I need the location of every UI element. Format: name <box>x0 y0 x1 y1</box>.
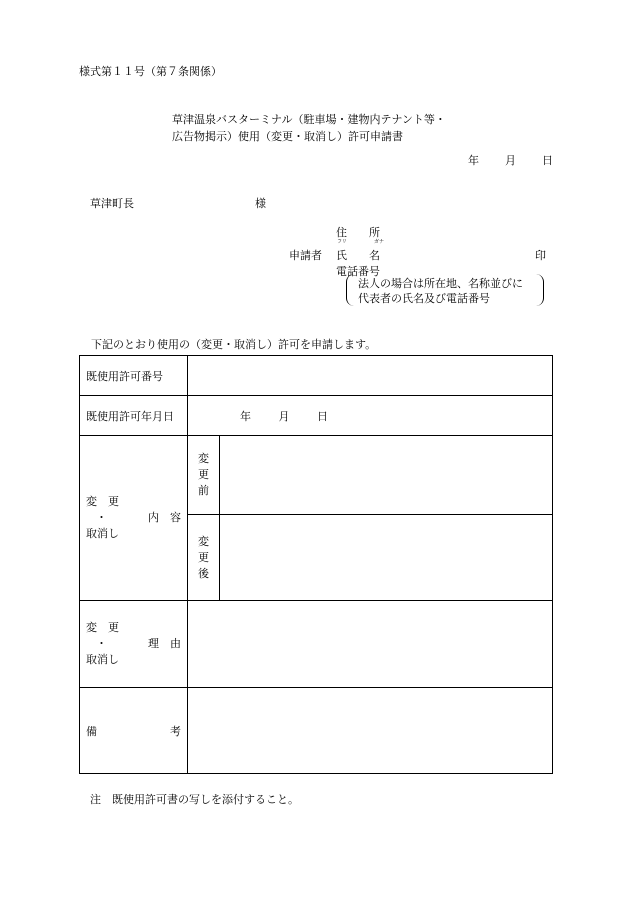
reason-label-riyuu: 理 由 <box>148 637 181 650</box>
permit-number-label: 既使用許可番号 <box>86 369 163 383</box>
footnote: 注 既使用許可書の写しを添付すること。 <box>90 793 299 806</box>
table-row <box>80 688 553 774</box>
reason-label-cell <box>80 601 188 688</box>
permit-number-field[interactable] <box>188 356 553 396</box>
remarks-label-cell <box>80 688 188 774</box>
date-day-label: 日 <box>542 154 553 167</box>
permit-number-label-cell <box>80 356 188 396</box>
remarks-label <box>86 723 181 739</box>
addressee-name: 草津町長 <box>90 197 134 210</box>
before-char-1: 変 <box>198 452 209 465</box>
content-label-cancel: 取消し <box>86 527 119 540</box>
furigana-furi: フリ <box>337 239 347 245</box>
remarks-label-kou: 考 <box>170 724 181 738</box>
corporate-note <box>358 276 523 306</box>
permit-date-day: 日 <box>317 409 328 423</box>
permit-date-field[interactable] <box>188 396 553 436</box>
after-label <box>188 534 219 582</box>
table-row <box>80 601 553 688</box>
before-char-2: 更 <box>198 468 209 481</box>
title-line-2: 広告物掲示）使用（変更・取消し）許可申請書 <box>172 130 403 143</box>
address-label: 住 所 <box>336 226 380 239</box>
form-number: 様式第１１号（第７条関係） <box>79 65 222 78</box>
reason-label-change: 変 更 <box>86 621 119 634</box>
date-month-label: 月 <box>505 154 516 167</box>
reason-label-cancel: 取消し <box>86 653 119 666</box>
reason-field[interactable] <box>188 601 553 688</box>
addressee-honorific: 様 <box>255 197 266 210</box>
before-label <box>188 451 219 499</box>
remarks-label-bi: 備 <box>86 724 97 738</box>
content-label-change: 変 更 <box>86 495 119 508</box>
application-date <box>468 152 553 168</box>
content-label-middle <box>86 510 181 526</box>
after-content-field[interactable] <box>220 515 553 601</box>
date-year-label: 年 <box>468 154 479 167</box>
application-table <box>79 355 553 774</box>
corporate-note-line-1: 法人の場合は所在地、名称並びに <box>358 277 523 290</box>
tel-label: 電話番号 <box>336 265 380 278</box>
before-label-cell <box>188 436 220 515</box>
intro-text: 下記のとおり使用の（変更・取消し）許可を申請します。 <box>91 338 377 351</box>
title-line-1: 草津温泉バスターミナル（駐車場・建物内テナント等・ <box>172 113 446 126</box>
permit-date-month: 月 <box>278 409 290 423</box>
permit-date-label: 既使用許可年月日 <box>86 409 174 423</box>
after-char-3: 後 <box>198 566 209 580</box>
reason-label <box>86 620 187 668</box>
before-char-3: 前 <box>198 484 209 497</box>
permit-date-year: 年 <box>240 409 251 423</box>
content-label-cell <box>80 436 188 601</box>
content-label <box>86 494 187 542</box>
permit-date-label-cell <box>80 396 188 436</box>
table-row <box>80 356 553 396</box>
before-content-field[interactable] <box>220 436 553 515</box>
seal-mark: 印 <box>535 249 546 262</box>
after-char-2: 更 <box>198 550 209 564</box>
name-label: 氏 名 <box>336 249 380 262</box>
reason-label-dot: ・ <box>96 637 107 650</box>
content-label-dot: ・ <box>96 511 107 524</box>
corporate-note-line-2: 代表者の氏名及び電話番号 <box>358 292 490 305</box>
furigana-gana: ガナ <box>374 239 385 245</box>
after-char-1: 変 <box>198 534 209 548</box>
reason-label-middle <box>86 636 181 652</box>
remarks-field[interactable] <box>188 688 553 774</box>
applicant-label: 申請者 <box>289 249 322 262</box>
document-title <box>172 111 446 145</box>
table-row <box>80 436 553 515</box>
after-label-cell <box>188 515 220 601</box>
table-row <box>80 396 553 436</box>
content-label-naiyou: 内 容 <box>148 511 181 524</box>
